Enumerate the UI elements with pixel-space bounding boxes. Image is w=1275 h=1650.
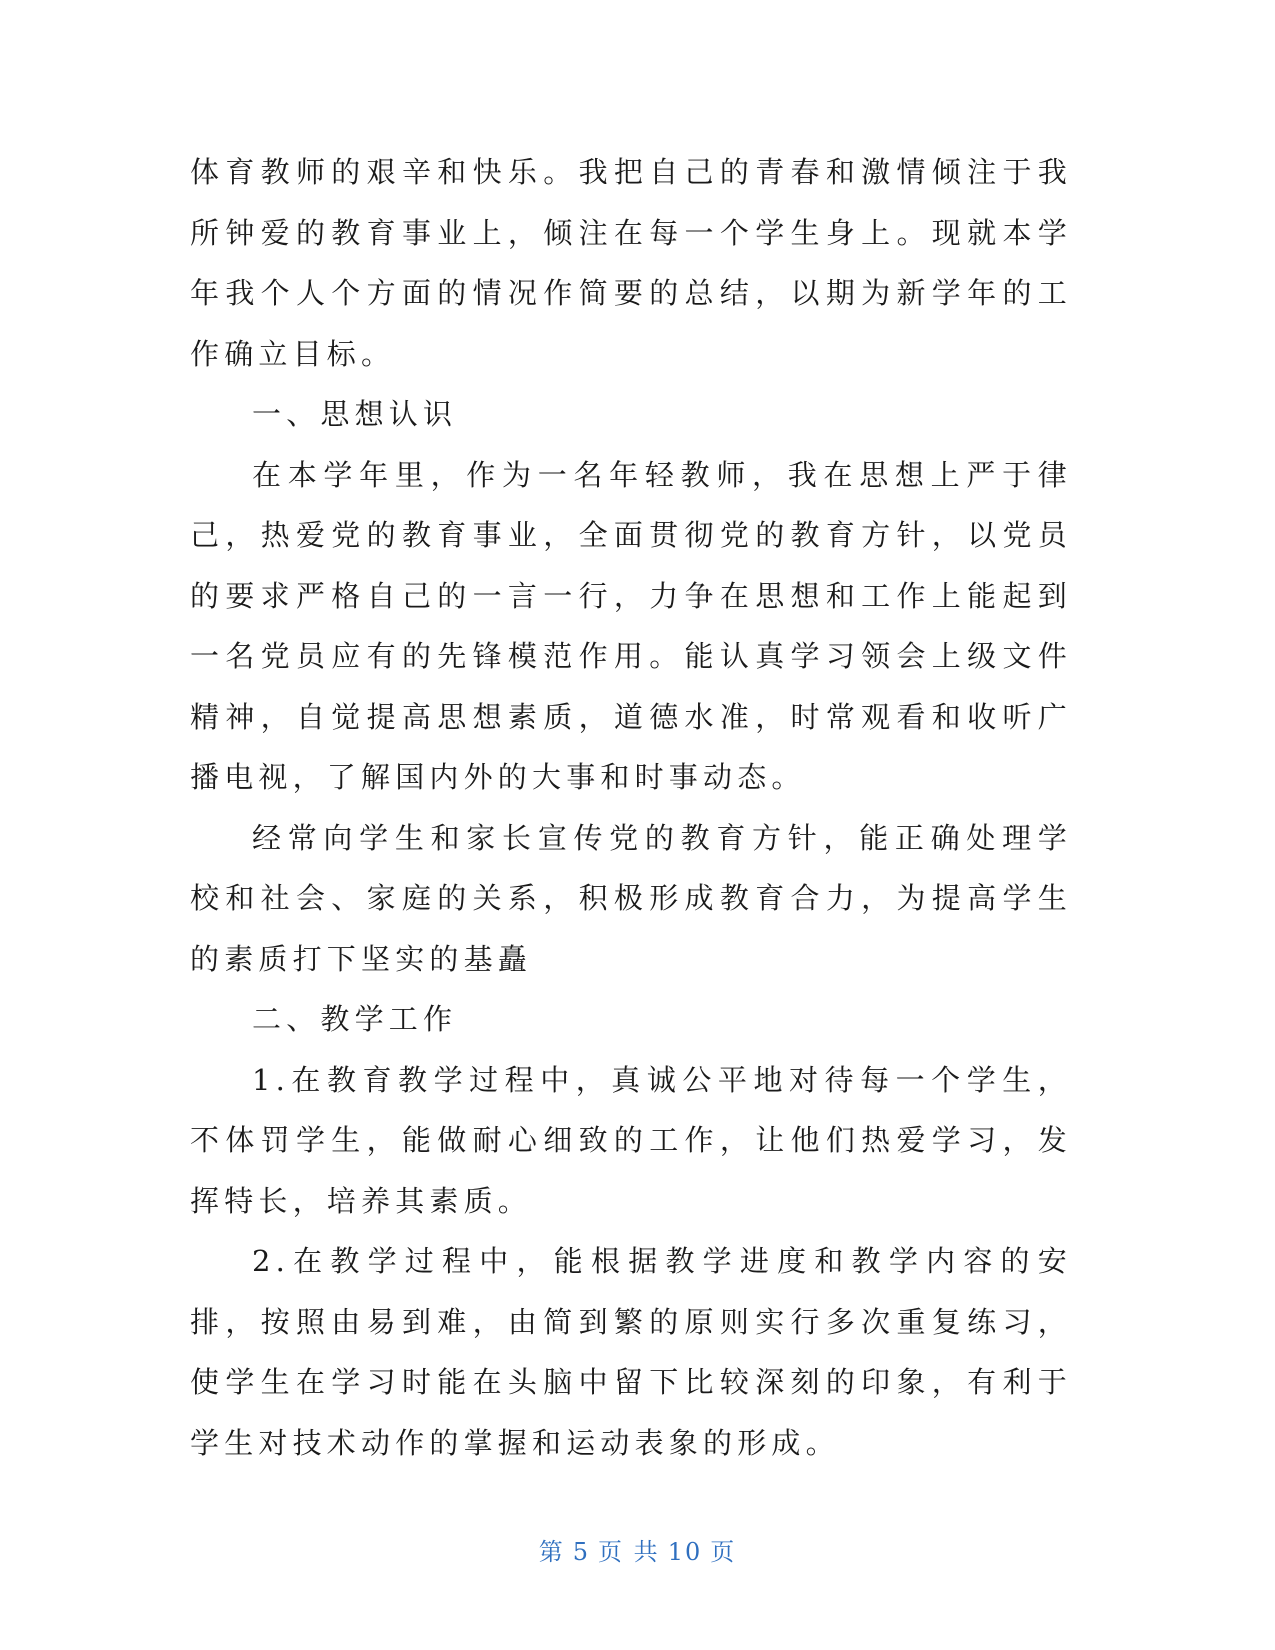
- paragraph-ideology: 在本学年里，作为一名年轻教师，我在思想上严于律己，热爱党的教育事业，全面贯彻党的教育方针，以党员的要求严格自己的一言一行，力争在思想和工作上能起到一名党员应有的先锋模范作用。能认真学习领会上级文件精神，自觉提高思想素质，道德水准，时常观看和收听广播电视，了解国内外的大事和时事动态。: [190, 457, 1072, 794]
- footer-label-mid: 页 共: [598, 1538, 660, 1566]
- section-heading-ideology: 一、思想认识: [252, 397, 458, 431]
- footer-current-page: 5: [572, 1538, 591, 1566]
- footer-label-suffix: 页: [710, 1538, 737, 1566]
- document-body: [190, 142, 1072, 1473]
- section-heading-teaching: 二、教学工作: [252, 1002, 458, 1036]
- footer-total-pages: 10: [667, 1538, 703, 1566]
- list-item-teaching-1: 1.在教育教学过程中，真诚公平地对待每一个学生，不体罚学生，能做耐心细致的工作，让他们热爱学习，发挥特长，培养其素质。: [190, 1062, 1072, 1218]
- paragraph-propaganda: 经常向学生和家长宣传党的教育方针，能正确处理学校和社会、家庭的关系，积极形成教育合力，为提高学生的素质打下坚实的基矗: [190, 820, 1072, 976]
- paragraph-intro-continued: 体育教师的艰辛和快乐。我把自己的青春和激情倾注于我所钟爱的教育事业上，倾注在每一个学生身上。现就本学年我个人个方面的情况作简要的总结，以期为新学年的工作确立目标。: [190, 155, 1072, 371]
- page-footer: [0, 1532, 1275, 1567]
- footer-label-prefix: 第: [538, 1538, 565, 1566]
- list-item-teaching-2: 2.在教学过程中，能根据教学进度和教学内容的安排，按照由易到难，由简到繁的原则实行多次重复练习，使学生在学习时能在头脑中留下比较深刻的印象，有利于学生对技术动作的掌握和运动表象的形成。: [190, 1244, 1072, 1460]
